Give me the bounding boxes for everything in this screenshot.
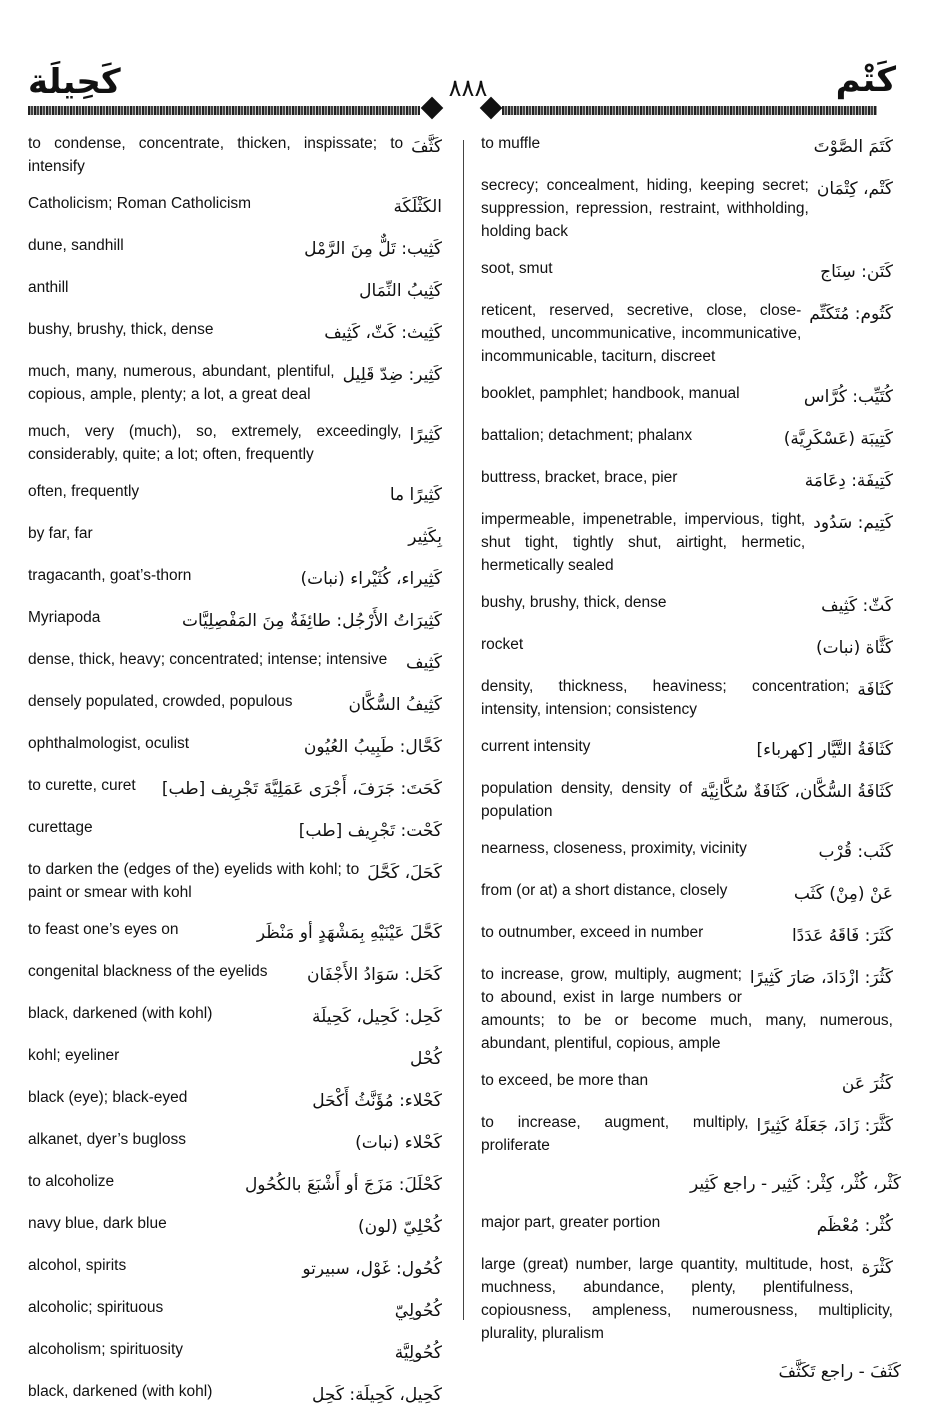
dictionary-entry (28, 858, 442, 904)
arabic-headword: كَثِيث: كَثّ، كَثِيف (324, 323, 442, 343)
dictionary-entry (28, 564, 442, 592)
dictionary-entry (28, 732, 442, 760)
arabic-headword: الكَثْلَكَة (393, 197, 442, 217)
arabic-headword: كَحْت: تَجْرِيف [طب] (298, 821, 442, 841)
dictionary-entry (481, 257, 893, 285)
arabic-headword: كَثّ: كَثِيف (821, 596, 893, 616)
english-definition: much, many, numerous, abundant, plentiful, copious, ample, plenty; a lot, a great deal (28, 363, 335, 403)
dictionary-entry (28, 648, 442, 676)
arabic-headword: كَحَّال: طَبِيبُ العُيُون (303, 737, 442, 757)
dictionary-entry (28, 1338, 442, 1366)
arabic-headword: كَثِيرَاتُ الأَرْجُل: طائِفَةٌ مِنَ المَفْصِلِيَّات (181, 611, 442, 631)
arabic-headword: كَثَافَة (857, 680, 893, 700)
dictionary-entry (28, 318, 442, 346)
english-definition: from (or at) a short distance, closely (481, 882, 728, 899)
english-definition: to darken the (edges of the) eyelids with kohl; to paint or smear with kohl (28, 861, 360, 901)
english-definition: nearness, closeness, proximity, vicinity (481, 840, 747, 857)
dictionary-entry (481, 508, 893, 577)
dictionary-entry (481, 1171, 901, 1197)
dictionary-entry (28, 1254, 442, 1282)
english-definition: to exceed, be more than (481, 1072, 649, 1089)
dictionary-entry (481, 1211, 893, 1239)
guide-word-right: كَتْم (835, 60, 896, 100)
dictionary-entry (481, 174, 893, 243)
english-definition: alcoholism; spirituosity (28, 1341, 184, 1358)
english-definition: reticent, reserved, secretive, close, close-mouthed, uncommunicative, incommunicative, incommunicable, taciturn, discreet (481, 302, 802, 365)
english-definition: density, thickness, heaviness; concentration; intensity, intension; consistency (481, 678, 850, 718)
header-rule-right (502, 106, 877, 115)
arabic-headword: كَثِيبُ النِّمَال (359, 281, 442, 301)
arabic-headword: عَنْ (مِنْ) كَثَب (793, 884, 893, 904)
english-definition: kohl; eyeliner (28, 1047, 120, 1064)
dictionary-entry (28, 1170, 442, 1198)
arabic-headword: كَثْر، كُثْر، كِثْر: كَثِير - راجع كَثِير (689, 1174, 901, 1194)
arabic-headword: كُحْلِيّ (لون) (358, 1217, 442, 1237)
arabic-headword: كَثِيراء، كُثَيْراء (نبات) (300, 569, 442, 589)
arabic-headword: كَتِيم: سَدُود (813, 513, 893, 533)
arabic-headword: كَثَّفَ (411, 137, 442, 157)
dictionary-entry (28, 606, 442, 634)
dictionary-entry (28, 1296, 442, 1324)
arabic-headword: كَثَافَةُ التَّيَّار [كهرباء] (756, 740, 893, 760)
arabic-headword: كَحِيل، كَحِيلَة: كَحِل (312, 1385, 442, 1405)
arabic-headword: كَحَتَ: جَرَفَ، أَجْرَى عَمَلِيَّةَ تَجْرِيف [طب] (161, 779, 442, 799)
dictionary-entry (481, 1359, 901, 1385)
english-definition: alkanet, dyer’s bugloss (28, 1131, 186, 1148)
dictionary-entry (481, 382, 893, 410)
english-definition: tragacanth, goat’s-thorn (28, 567, 192, 584)
dictionary-entry (481, 1253, 893, 1345)
arabic-headword: كَثِيفُ السُّكَّان (348, 695, 442, 715)
english-definition: to muffle (481, 135, 541, 152)
english-definition: by far, far (28, 525, 93, 542)
dictionary-entry (28, 276, 442, 304)
arabic-headword: كَثَب: قُرْب (818, 842, 893, 862)
dictionary-entry (481, 921, 893, 949)
dictionary-entry (481, 735, 893, 763)
english-definition: bushy, brushy, thick, dense (28, 321, 214, 338)
arabic-headword: كُحْل (410, 1049, 442, 1069)
dictionary-entry (28, 192, 442, 220)
english-definition: to alcoholize (28, 1173, 115, 1190)
dictionary-entry (481, 963, 893, 1055)
english-definition: often, frequently (28, 483, 140, 500)
english-definition: population density, density of population (481, 780, 693, 820)
arabic-headword: كَثَّاة (نبات) (815, 638, 893, 658)
arabic-headword: كَثَفَ - راجع تَكَثَّفَ (778, 1362, 901, 1382)
english-definition: to condense, concentrate, thicken, inspissate; to intensify (28, 135, 404, 175)
english-definition: much, very (much), so, extremely, exceedingly, considerably, quite; a lot; often, frequently (28, 423, 402, 463)
page-header (0, 0, 936, 130)
dictionary-entry (28, 234, 442, 262)
english-definition: impermeable, impenetrable, impervious, tight, shut tight, tightly shut, airtight, hermetic, hermetically sealed (481, 511, 806, 574)
dictionary-entry (481, 777, 893, 823)
arabic-headword: كُحُول: غَوْل، سبيرتو (302, 1259, 442, 1279)
english-definition: densely populated, crowded, populous (28, 693, 293, 710)
arabic-headword: كَتِيفَة: دِعَامَة (804, 471, 893, 491)
dictionary-entry (481, 466, 893, 494)
english-definition: alcohol, spirits (28, 1257, 127, 1274)
dictionary-entry (481, 879, 893, 907)
dictionary-entry (481, 837, 893, 865)
arabic-headword: كَثِيب: تَلٌّ مِنَ الرَّمْل (304, 239, 442, 259)
arabic-headword: كَثِير: ضِدّ قَلِيل (342, 365, 442, 385)
english-definition: large (great) number, large quantity, multitude, host, muchness, abundance, plenty, plentifulness, copiousness, ampleness, numerousness, multiplicity, plurality, pluralism (481, 1256, 893, 1342)
arabic-headword: كَحَلَ، كَحَّلَ (367, 863, 442, 883)
arabic-headword: كَحْلاء (نبات) (355, 1133, 442, 1153)
dictionary-entry (481, 633, 893, 661)
arabic-headword: كَتِيبَة (عَسْكَرِيَّة) (783, 429, 893, 449)
english-definition: to increase, grow, multiply, augment; to abound, exist in large numbers or amounts; to be or become much, many, numerous, abundant, plentiful, copious, ample (481, 966, 893, 1052)
right-column (481, 132, 901, 1399)
arabic-headword: كَتَن: سِنَاج (820, 262, 893, 282)
english-definition: navy blue, dark blue (28, 1215, 167, 1232)
english-definition: current intensity (481, 738, 591, 755)
arabic-headword: كَحْلاء: مُؤَنَّثُ أَكْحَل (312, 1091, 442, 1111)
arabic-headword: كُتَيِّب: كُرَّاس (803, 387, 893, 407)
arabic-headword: كَحَّلَ عَيْنَيْهِ بِمَشْهَدٍ أو مَنْظَر (256, 923, 442, 943)
english-definition: anthill (28, 279, 69, 296)
arabic-headword: كَثِيرًا ما (389, 485, 442, 505)
english-definition: dune, sandhill (28, 237, 124, 254)
english-definition: bushy, brushy, thick, dense (481, 594, 667, 611)
dictionary-entry (481, 1069, 893, 1097)
english-definition: to outnumber, exceed in number (481, 924, 704, 941)
english-definition: curettage (28, 819, 93, 836)
dictionary-entry (28, 1212, 442, 1240)
english-definition: secrecy; concealment, hiding, keeping secret; suppression, repression, restraint, withholding, holding back (481, 177, 809, 240)
dictionary-entry (28, 480, 442, 508)
dictionary-entry (481, 424, 893, 452)
dictionary-entry (28, 1002, 442, 1030)
dictionary-entry (481, 132, 893, 160)
english-definition: Catholicism; Roman Catholicism (28, 195, 252, 212)
arabic-headword: كَثُرَ: ازْدَادَ، صَارَ كَثِيرًا (749, 968, 893, 988)
arabic-headword: كَتْم، كِتْمَان (816, 179, 893, 199)
dictionary-entry (481, 675, 893, 721)
dictionary-entry (28, 1380, 442, 1408)
dictionary-entry (28, 690, 442, 718)
english-definition: rocket (481, 636, 524, 653)
arabic-headword: كَثِيرًا (409, 425, 442, 445)
arabic-headword: كَحْلَلَ: مَزَجَ أو أَشْبَعَ بالكُحُول (244, 1175, 442, 1195)
english-definition: to curette, curet (28, 777, 136, 794)
dictionary-entry (28, 960, 442, 988)
english-definition: black, darkened (with kohl) (28, 1383, 213, 1400)
english-definition: to feast one’s eyes on (28, 921, 179, 938)
english-definition: alcoholic; spirituous (28, 1299, 164, 1316)
english-definition: ophthalmologist, oculist (28, 735, 190, 752)
dictionary-entry (28, 132, 442, 178)
arabic-headword: كُحُولِيَّة (394, 1343, 442, 1363)
english-definition: congenital blackness of the eyelids (28, 963, 268, 980)
dictionary-entry (481, 299, 893, 368)
arabic-headword: كَحَل: سَوَادُ الأَجْفَان (307, 965, 442, 985)
arabic-headword: كُحُولِيّ (394, 1301, 442, 1321)
dictionary-entry (28, 918, 442, 946)
arabic-headword: كَتُوم: مُتَكَتِّم (809, 304, 893, 324)
guide-word-left: كَحِيلَة (28, 62, 121, 102)
arabic-headword: كَثِيف (406, 653, 442, 673)
column-divider (463, 140, 464, 1320)
english-definition: to increase, augment, multiply, proliferate (481, 1114, 749, 1154)
arabic-headword: كَثَّرَ: زَادَ، جَعَلَهُ كَثِيرًا (756, 1116, 893, 1136)
english-definition: soot, smut (481, 260, 553, 277)
english-definition: booklet, pamphlet; handbook, manual (481, 385, 740, 402)
english-definition: buttress, bracket, brace, pier (481, 469, 678, 486)
arabic-headword: كَثُرَ عَن (841, 1074, 893, 1094)
dictionary-entry (28, 360, 442, 406)
header-rule-left (28, 106, 420, 115)
dictionary-entry (481, 1111, 893, 1157)
dictionary-entry (28, 816, 442, 844)
english-definition: Myriapoda (28, 609, 101, 626)
arabic-headword: كَحِل: كَحِيل، كَحِيلَة (312, 1007, 442, 1027)
english-definition: black (eye); black-eyed (28, 1089, 188, 1106)
dictionary-entry (28, 774, 442, 802)
dictionary-entry (28, 1128, 442, 1156)
arabic-headword: بِكَثِير (408, 527, 442, 547)
dictionary-entry (28, 1044, 442, 1072)
dictionary-entry (481, 591, 893, 619)
english-definition: major part, greater portion (481, 1214, 661, 1231)
english-definition: dense, thick, heavy; concentrated; intense; intensive (28, 651, 388, 668)
dictionary-entry (28, 1086, 442, 1114)
left-column (28, 132, 442, 1422)
english-definition: battalion; detachment; phalanx (481, 427, 693, 444)
arabic-headword: كَثَرَ: فَاقَهُ عَدَدًا (791, 926, 893, 946)
arabic-headword: كَثْرَة (861, 1258, 893, 1278)
dictionary-entry (28, 420, 442, 466)
dictionary-entry (28, 522, 442, 550)
arabic-headword: كَتَمَ الصَّوْتَ (813, 137, 893, 157)
page-number: ٨٨٨ (448, 74, 488, 102)
arabic-headword: كَثَافَةُ السُّكَّان، كَثَافَةٌ سُكَّانِيَّة (700, 782, 893, 802)
english-definition: black, darkened (with kohl) (28, 1005, 213, 1022)
arabic-headword: كُثْر: مُعْظَم (816, 1216, 893, 1236)
